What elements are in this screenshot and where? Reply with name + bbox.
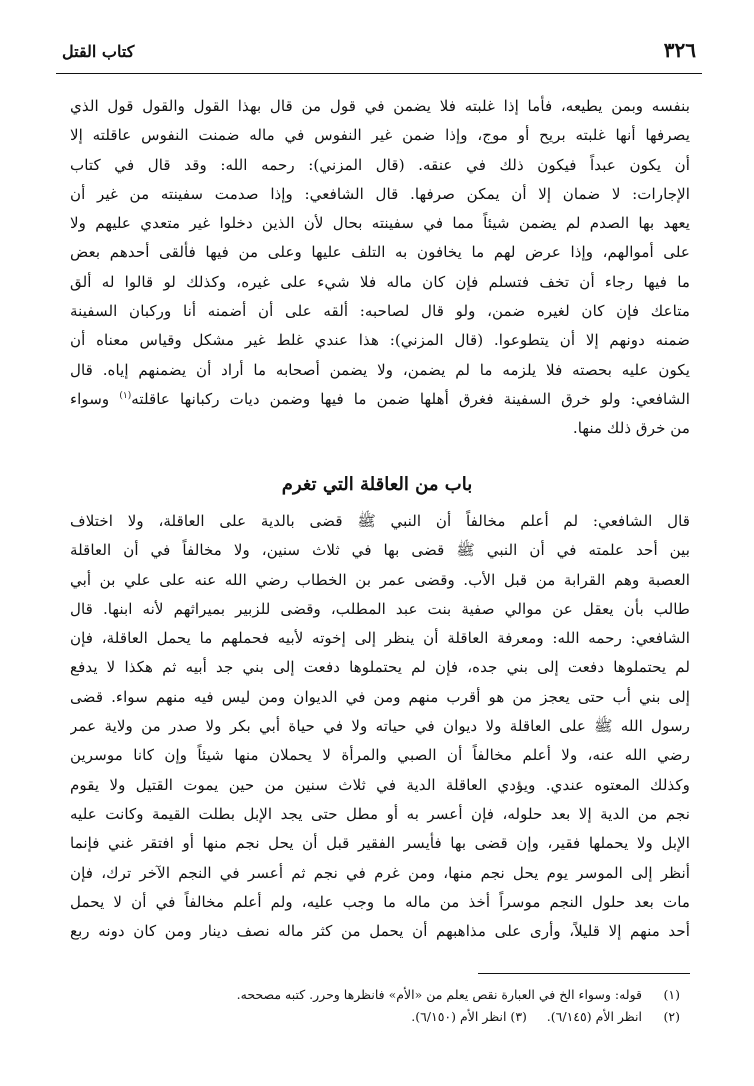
text-line: يصرفها أنها غلبته بريح أو موج، وإذا ضمن غير النفوس في ماله ضمنت النفوس عاقلته إلا — [70, 126, 690, 145]
text-line: طالب بأن يعقل عن موالي صفية بنت عبد المطلب، وقضى للزبير بميراثهم لأنه ابنها. قال — [70, 599, 690, 618]
text-line: الإجارات: لا ضمان إلا أن يمكن صرفها. قال الشافعي: وإذا صدمت سفينته من غير أن — [70, 184, 690, 203]
text-line: رسول الله ﷺ على العاقلة ولا ديوان في حياته ولا في حياة أبي بكر ولا صدر من ولاية عمر — [70, 717, 690, 736]
paragraph-ships — [70, 92, 690, 444]
running-header-title: كتاب القتل — [62, 42, 135, 61]
footnote-text: قوله: وسواء الخ في العبارة نقص يعلم من «الأم» فانظرها وحرر. كتبه مصححه. — [236, 987, 643, 1002]
page-number: ٣٢٦ — [663, 38, 696, 62]
text-line — [70, 385, 690, 414]
text-line: العصبة وهم القرابة من قبل الأب. وقضى عمر بن الخطاب رضي الله عنه على علي بن أبي — [70, 570, 690, 589]
text-line: رضي الله عنه، ولا أعلم مخالفاً أن الصبي والمرأة لا يحملان منها شيئاً وإن كانا موسرين — [70, 746, 690, 765]
text-line: يكون عليه بحصته فلا يلزمه ما لم يضمن، ولا يضمن أصحابه ما أراد أن يضمنهم إياه. قال — [70, 360, 690, 379]
header-rule — [56, 73, 702, 74]
text-line: أنظر إلى الموسر يوم يحل نجم منها، ومن غرم في نجم ثم أعسر في النجم الآخر ترك، فإن — [70, 863, 690, 882]
text-line: يعهد بها الصدم لم يضمن شيئاً مما في سفينته بحال لأن الذين دخلوا غير متعدي عليهم ولا — [70, 214, 690, 233]
text-line: الشافعي: رحمه الله: ومعرفة العاقلة أن ينظر إلى إخوته لأبيه فحملهم ما يحمل العاقلة، فإن — [70, 629, 690, 648]
text-line: مات بعد حلول النجم موسراً أخذ من ماله ما وجب عليه، ولم أعلم مخالفاً في أن لا يحمل — [70, 892, 690, 911]
section-heading: باب من العاقلة التي تغرم — [281, 474, 473, 495]
text-line: أن يكون عبداً فيكون ذلك في عنقه. (قال المزني): رحمه الله: وقد قال في كتاب — [70, 155, 690, 174]
footnote-number: (٣) — [510, 1009, 527, 1024]
text-line: أحد منهم إلا قليلاً، وأرى على مذاهبهم أن يحمل من كثر ماله نصف دينار ومن كان دونه ربع — [70, 922, 690, 941]
text-line: بين أحد علمته في أن النبي ﷺ قضى بها في ثلاث سنين، ولا مخالفاً في أن العاقلة — [70, 541, 690, 560]
text-line: قال الشافعي: لم أعلم مخالفاً أن النبي ﷺ قضى بالدية على العاقلة، ولا اختلاف — [70, 512, 690, 530]
footnote-marker: (١) — [119, 390, 132, 401]
text-line-tail: وسواء — [70, 389, 110, 408]
text-line: بنفسه وبمن يطيعه، فأما إذا غلبته فلا يضمن في قول من قال بهذا القول والقول قول الذي — [70, 97, 690, 115]
text-line: ضمنه دونهم إلا أن يتطوعوا. (قال المزني): هذا عندي غلط غير مشكل وقياس معناه أن — [70, 331, 690, 350]
text-line: ما فيها رجاء أن تخف فتسلم فإن كان ماله فلا شيء على غيره، وكذلك لو قالوا له ألق — [70, 272, 690, 291]
text-line: لم يحتملوها دفعت إلى بني جده، فإن لم يحتملوها دفعت إلى بني جد أبيه ثم هكذا لا يدفع — [70, 658, 690, 677]
footnote-rule — [478, 973, 690, 974]
footnotes — [90, 984, 680, 1028]
paragraph-aqila — [70, 507, 690, 946]
text-line: على أموالهم، وإذا عرض لهم ما يخافون به التلف عليها وعلى من فيها فألقى أحدهم بعض — [70, 243, 690, 262]
footnote-number: (٢) — [663, 1009, 680, 1024]
footnote-text: انظر الأم (٦/١٤٥). — [546, 1009, 643, 1024]
text-line: إلى بني أب حتى يعجز من هو أقرب منهم ومن في الديوان ومن ليس فيه منهم سواء. قضى — [70, 687, 690, 706]
footnote-1 — [90, 984, 680, 1006]
text-line: من خرق ذلك منها. — [572, 419, 690, 438]
footnote-number: (١) — [663, 987, 680, 1002]
footnote-text: انظر الأم (٦/١٥٠). — [411, 1009, 507, 1024]
text-line: نجم من الدية إلا بعد حلوله، فإن أعسر به أو مطل حتى يجد الإبل بطلت القيمة وكانت عليه — [70, 804, 690, 823]
footnote-2-3 — [90, 1006, 680, 1028]
text-line: الإبل ولا يحملها فقير، وإن قضى بها فأيسر الفقير قبل أن يحل نجم منها أو افتقر غني فإنما — [70, 834, 690, 853]
text-line-body: الشافعي: ولو خرق السفينة فغرق أهلها ضمن ما فيها وضمن ديات ركبانها عاقلته — [131, 389, 690, 408]
text-line: وكذلك المعتوه عندي. ويؤدي العاقلة الدية في ثلاث سنين من حين يموت القتيل ولا يقوم — [70, 775, 690, 794]
text-line: متاعك فإن كان لغيره ضمن، ولو قال لصاحبه: ألقه على أن أضمنه أنا وركبان السفينة — [70, 302, 690, 321]
